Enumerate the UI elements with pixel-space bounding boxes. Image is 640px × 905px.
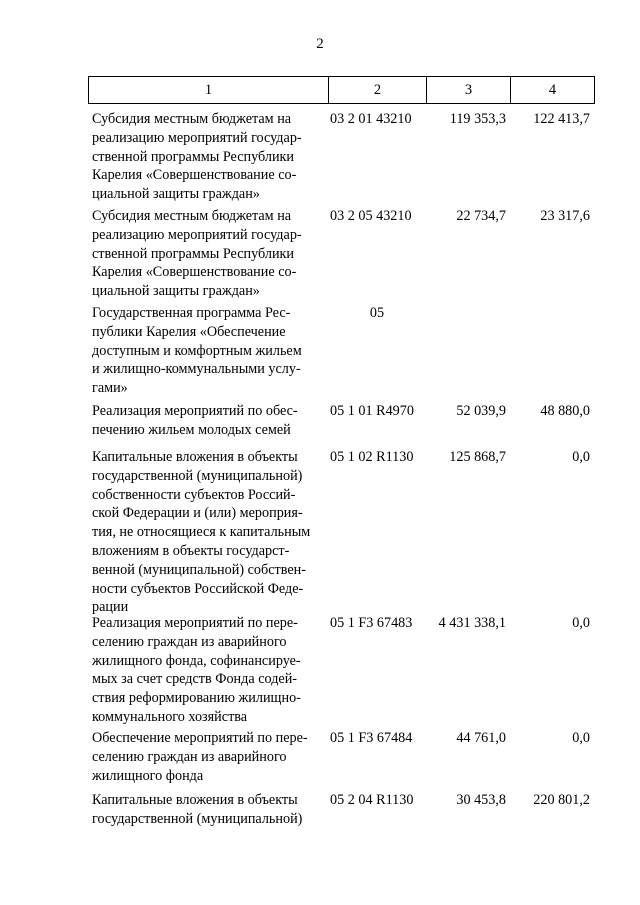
row-code: 03 2 01 43210 (330, 111, 412, 127)
row-name: Капитальные вложения в объекты государственной (муниципальной) собственности субъектов Россий- ской Федерации и (или) мероприя- тия, не относящиеся к капитальным вложениям в объекты государст- венной (муниципальной) собствен- ности субъектов Российской Феде- рации (92, 449, 311, 616)
column-header-4: 4 (511, 77, 595, 104)
row-code: 05 2 04 R1130 (330, 792, 414, 808)
row-name: Субсидия местным бюджетам на реализацию мероприятий государ- ственной программы Республики Карелия «Совершенствование со- циальной защиты граждан» (92, 111, 302, 203)
row-value-2: 122 413,7 (533, 111, 590, 127)
row-name: Обеспечение мероприятий по пере- селению граждан из аварийного жилищного фонда (92, 730, 308, 784)
row-value-1: 30 453,8 (456, 792, 506, 808)
column-header-2: 2 (329, 77, 427, 104)
column-header-3: 3 (427, 77, 511, 104)
column-header-table (88, 76, 595, 104)
row-name: Государственная программа Рес- публики Карелия «Обеспечение доступным и комфортным жильем и жилищно-коммунальными услу- гами» (92, 305, 302, 397)
row-code: 05 1 02 R1130 (330, 449, 414, 465)
row-value-2: 0,0 (572, 730, 590, 746)
row-value-2: 48 880,0 (540, 403, 590, 419)
row-value-1: 44 761,0 (456, 730, 506, 746)
row-code: 05 (369, 305, 385, 321)
row-code: 05 1 01 R4970 (330, 403, 414, 419)
row-name: Субсидия местным бюджетам на реализацию мероприятий государ- ственной программы Республики Карелия «Совершенствование со- циальной защиты граждан» (92, 208, 302, 300)
row-code: 05 1 F3 67484 (330, 730, 413, 746)
row-value-2: 23 317,6 (540, 208, 590, 224)
row-code: 05 1 F3 67483 (330, 615, 413, 631)
column-header-row (89, 77, 595, 104)
row-name: Капитальные вложения в объекты государственной (муниципальной) (92, 792, 303, 827)
row-value-1: 4 431 338,1 (438, 615, 506, 631)
row-name: Реализация мероприятий по обес- печению жильем молодых семей (92, 403, 298, 438)
row-value-2: 0,0 (572, 615, 590, 631)
column-header-1: 1 (89, 77, 329, 104)
row-value-1: 22 734,7 (456, 208, 506, 224)
row-name: Реализация мероприятий по пере- селению граждан из аварийного жилищного фонда, софинансируе- мых за счет средств Фонда содей- ствия реформированию жилищно- коммунального хозяйства (92, 615, 301, 725)
row-value-1: 119 353,3 (449, 111, 506, 127)
row-value-1: 52 039,9 (456, 403, 506, 419)
row-code: 03 2 05 43210 (330, 208, 412, 224)
row-value-1: 125 868,7 (449, 449, 506, 465)
row-value-2: 0,0 (572, 449, 590, 465)
row-value-2: 220 801,2 (533, 792, 590, 808)
page-number: 2 (316, 36, 324, 52)
